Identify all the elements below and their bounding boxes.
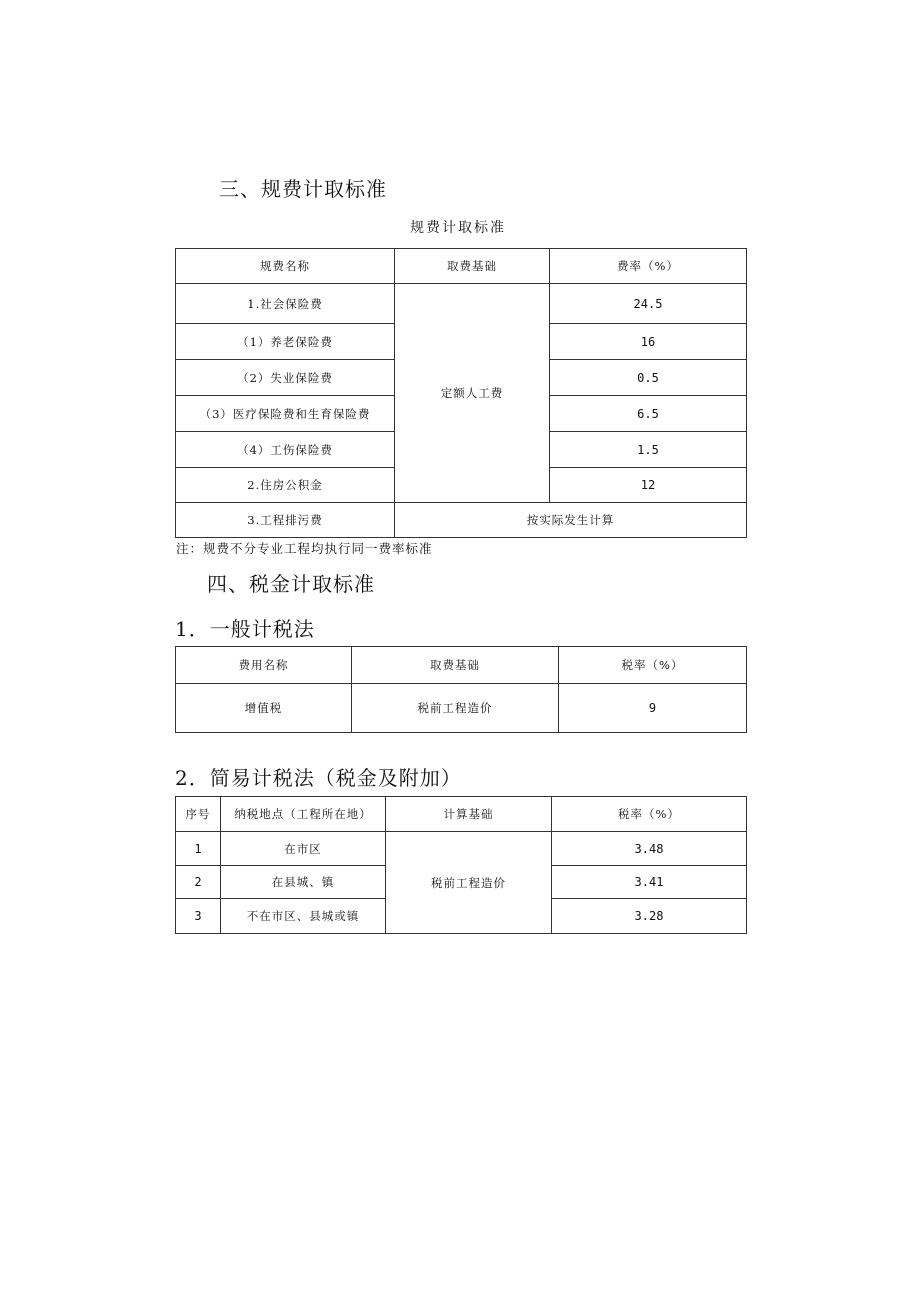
tax-rate-cell: 9 [559,684,747,733]
fee-table-note: 注：规费不分专业工程均执行同一费率标准 [176,541,433,556]
tax-name-cell: 增值税 [176,684,352,733]
column-header: 序号 [176,797,221,832]
seq-cell: 1 [176,832,221,866]
simple-tax-table [175,796,747,934]
table-header-row [176,249,747,284]
section4-heading: 四、税金计取标准 [207,572,375,596]
column-header: 费率（%） [550,249,747,284]
table-row [176,503,747,538]
fee-name-cell: 2.住房公积金 [176,468,395,503]
column-header: 税率（%） [552,797,747,832]
table-header-row [176,797,747,832]
column-header: 计算基础 [386,797,552,832]
table-row [176,284,747,324]
tax-rate-cell: 3.28 [552,899,747,934]
place-cell: 在市区 [221,832,386,866]
fee-table [175,248,747,538]
table-header-row [176,647,747,684]
table-row [176,684,747,733]
fee-rate-cell: 12 [550,468,747,503]
table-row [176,832,747,866]
place-cell: 不在市区、县城或镇 [221,899,386,934]
section3-heading: 三、规费计取标准 [219,177,387,201]
fee-name-cell: （1）养老保险费 [176,324,395,360]
column-header: 税率（%） [559,647,747,684]
column-header: 费用名称 [176,647,352,684]
tax-base-cell: 税前工程造价 [352,684,559,733]
fee-rate-cell: 24.5 [550,284,747,324]
fee-rate-cell: 16 [550,324,747,360]
fee-name-cell: （2）失业保险费 [176,360,395,396]
fee-rate-cell: 1.5 [550,432,747,468]
column-header: 取费基础 [352,647,559,684]
seq-cell: 3 [176,899,221,934]
tax-rate-cell: 3.48 [552,832,747,866]
simple-tax-heading: 2．简易计税法（税金及附加） [175,766,462,790]
fee-name-cell: （4）工伤保险费 [176,432,395,468]
fee-rate-cell: 0.5 [550,360,747,396]
fee-name-cell: 1.社会保险费 [176,284,395,324]
merged-base-cell: 定额人工费 [395,284,550,503]
general-tax-table [175,646,747,733]
column-header: 取费基础 [395,249,550,284]
column-header: 纳税地点（工程所在地） [221,797,386,832]
merged-value-cell: 按实际发生计算 [395,503,747,538]
fee-rate-cell: 6.5 [550,396,747,432]
fee-name-cell: 3.工程排污费 [176,503,395,538]
fee-table-caption: 规费计取标准 [410,220,506,236]
fee-name-cell: （3）医疗保险费和生育保险费 [176,396,395,432]
general-tax-heading: 1．一般计税法 [175,617,315,641]
seq-cell: 2 [176,866,221,899]
merged-base-cell: 税前工程造价 [386,832,552,934]
tax-rate-cell: 3.41 [552,866,747,899]
column-header: 规费名称 [176,249,395,284]
place-cell: 在县城、镇 [221,866,386,899]
